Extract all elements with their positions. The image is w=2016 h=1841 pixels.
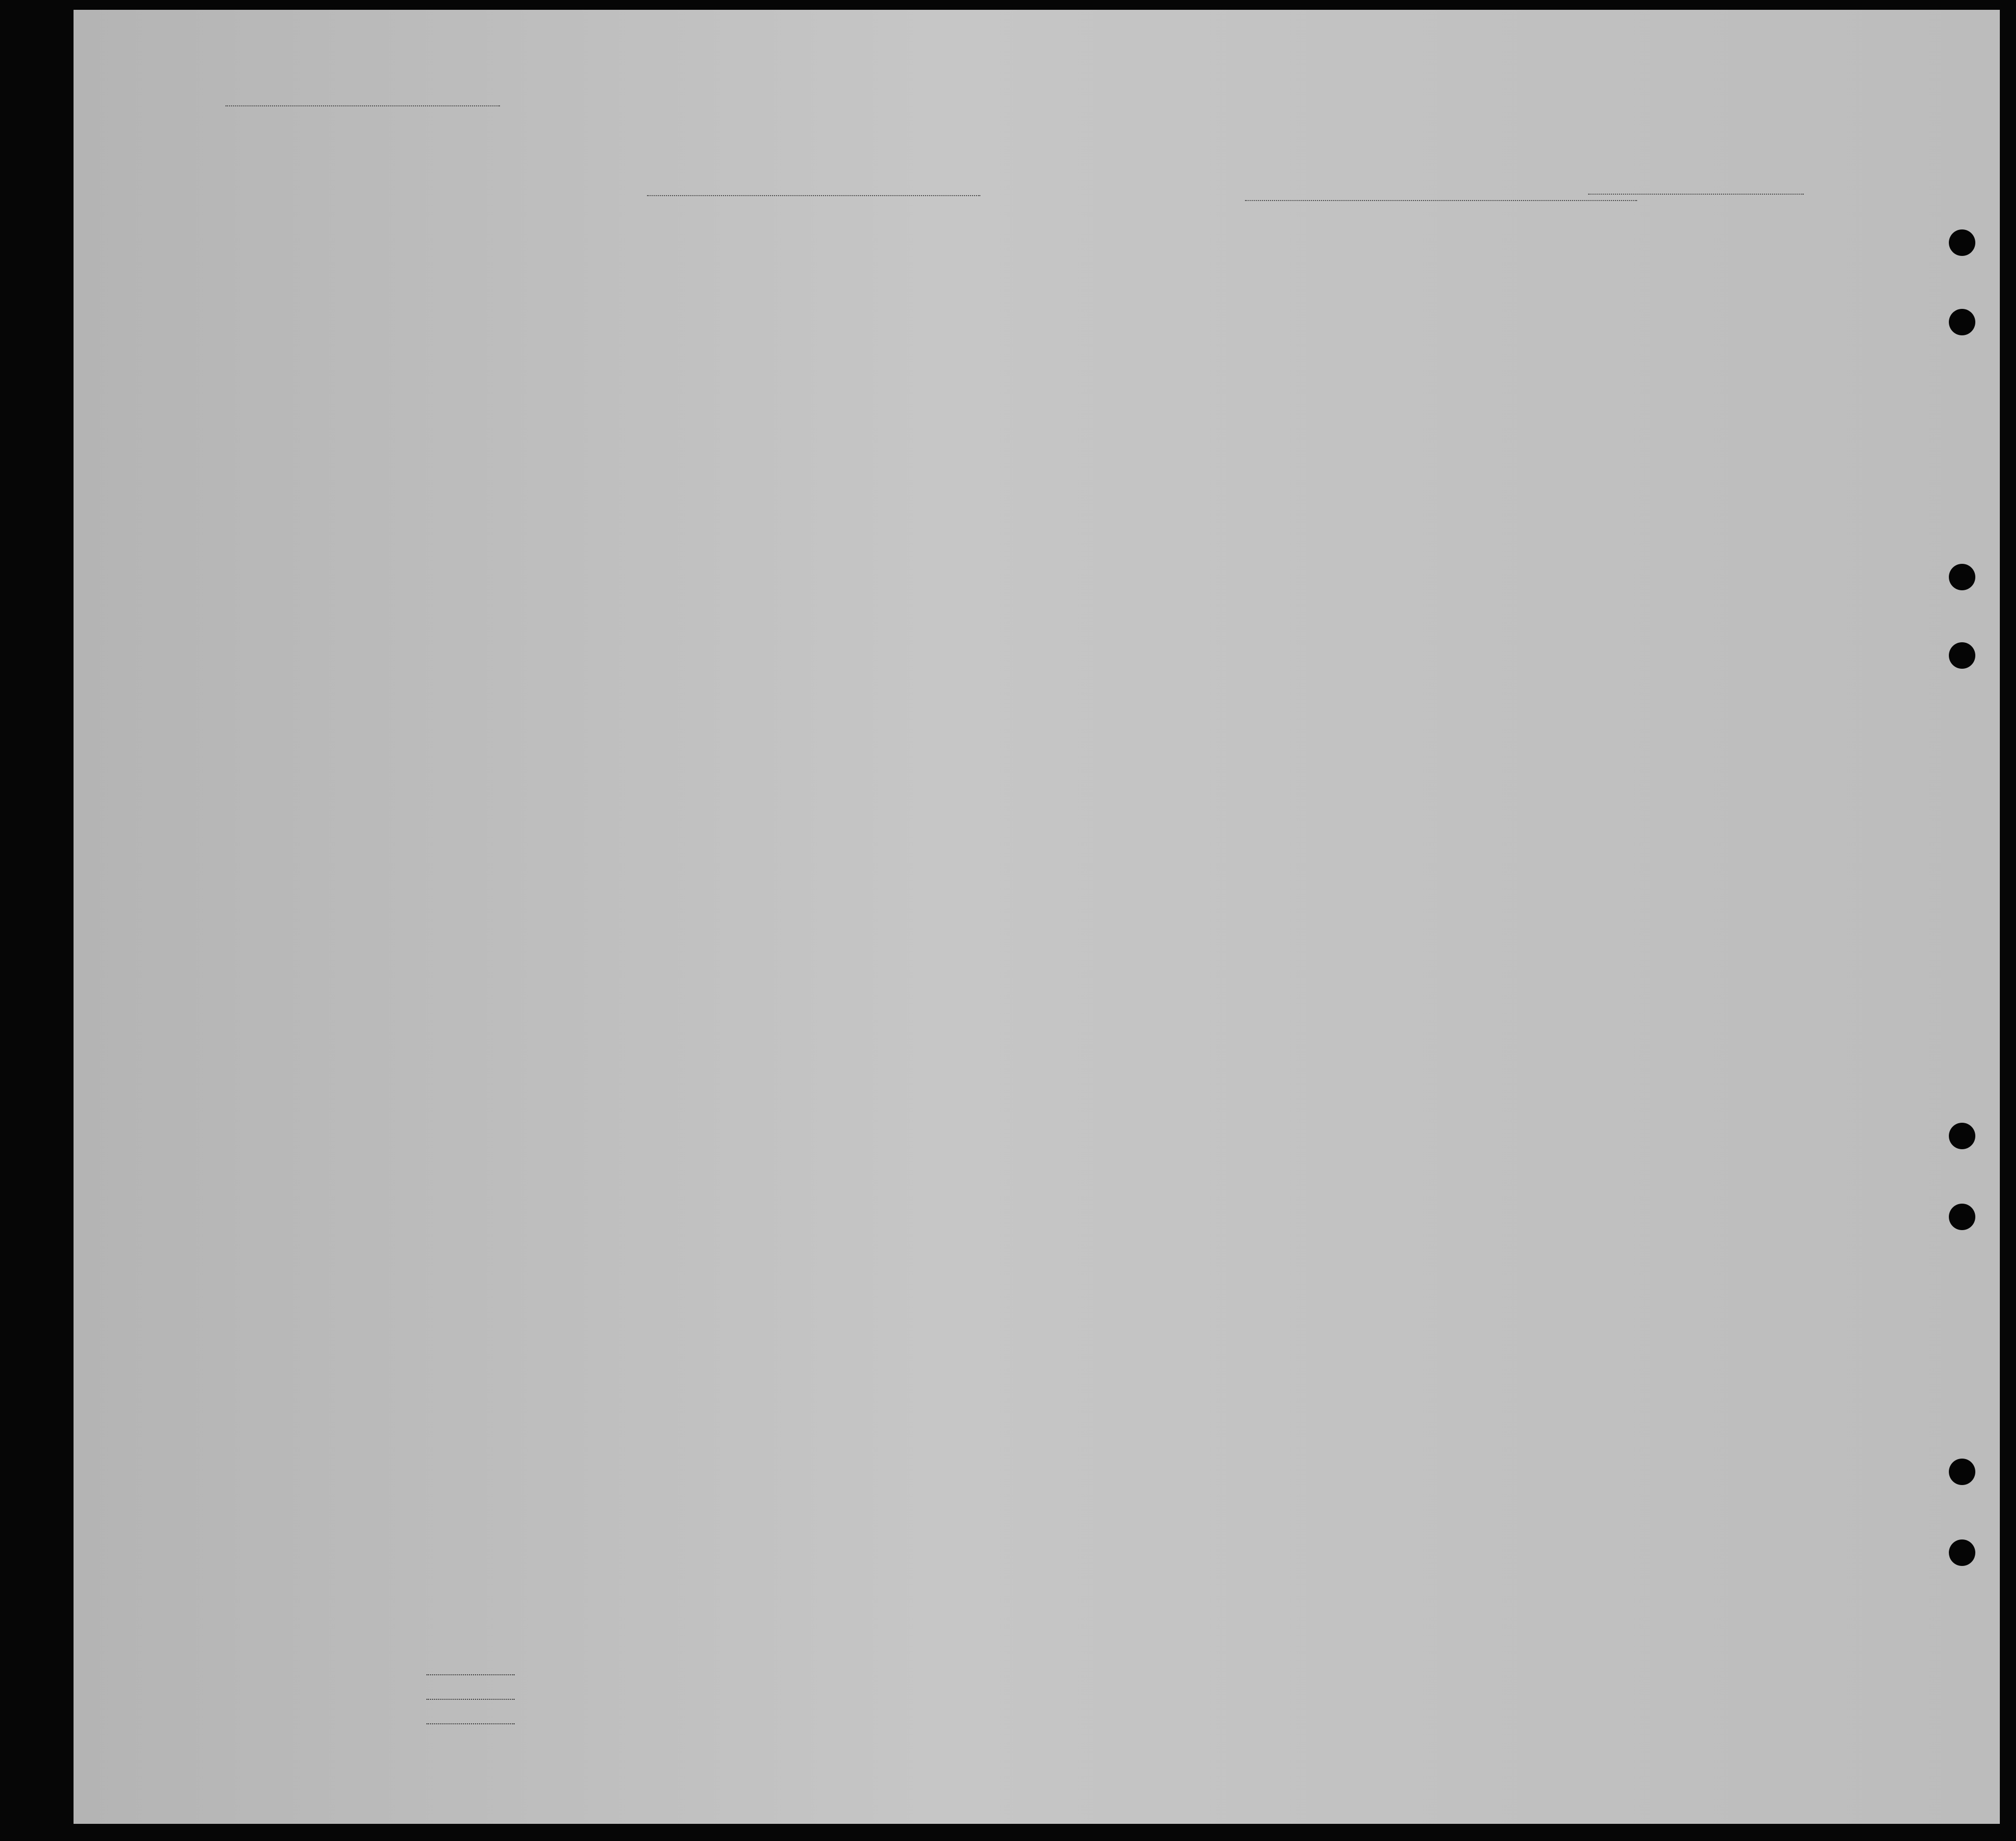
aliens-field bbox=[426, 1723, 515, 1724]
handwritten-marks bbox=[74, 10, 2000, 1824]
binder-hole bbox=[1949, 1123, 1975, 1149]
binder-hole bbox=[1949, 1204, 1975, 1230]
manifest-sheet bbox=[74, 10, 2000, 1824]
binder-hole bbox=[1949, 1539, 1975, 1566]
binder-hole bbox=[1949, 309, 1975, 335]
binder-hole bbox=[1949, 642, 1975, 669]
total-passengers-field bbox=[426, 1674, 515, 1675]
us-citizens-field bbox=[426, 1699, 515, 1700]
binder-hole bbox=[1949, 229, 1975, 256]
binder-hole bbox=[1949, 1459, 1975, 1485]
binder-hole bbox=[1949, 564, 1975, 590]
